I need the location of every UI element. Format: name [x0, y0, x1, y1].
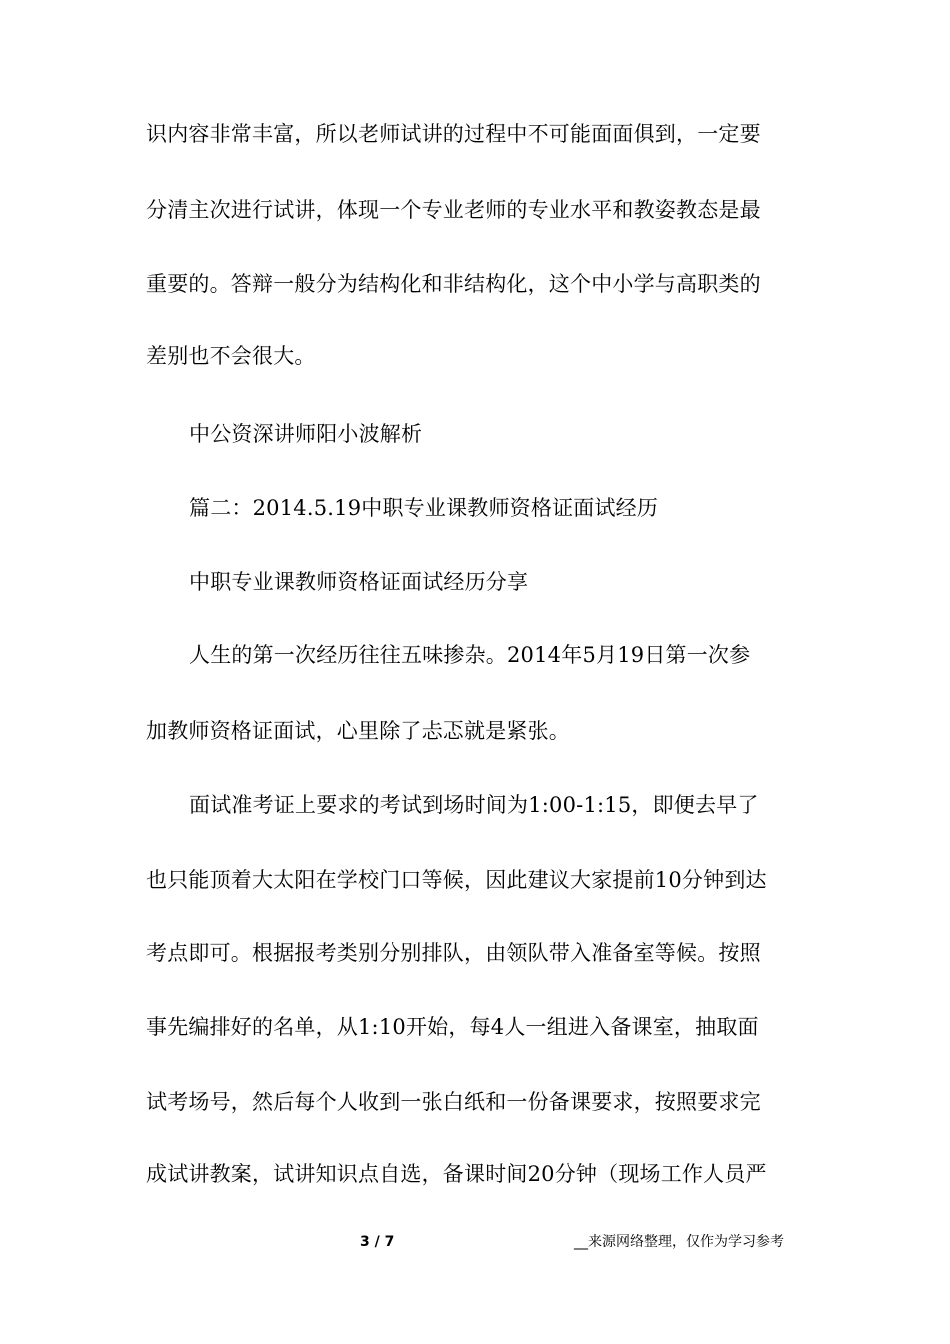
- paragraph-line: 面试准考证上要求的考试到场时间为1:00-1:15，即便去早了: [189, 793, 759, 817]
- paragraph-line: 分清主次进行试讲，体现一个专业老师的专业水平和教姿教态是最: [146, 198, 761, 222]
- author-attribution: 中公资深讲师阳小波解析: [189, 422, 423, 446]
- paragraph-line: 试考场号，然后每个人收到一张白纸和一份备课要求，按照要求完: [146, 1090, 761, 1114]
- section-subtitle: 中职专业课教师资格证面试经历分享: [189, 570, 529, 594]
- section-heading: 篇二：2014.5.19中职专业课教师资格证面试经历: [189, 496, 659, 520]
- paragraph-line: 重要的。答辩一般分为结构化和非结构化，这个中小学与高职类的: [146, 272, 761, 296]
- page-number: 3 / 7: [360, 1234, 395, 1250]
- paragraph-line: 事先编排好的名单，从1:10开始，每4人一组进入备课室，抽取面: [146, 1015, 759, 1039]
- paragraph-line: 人生的第一次经历往往五味掺杂。2014年5月19日第一次参: [189, 643, 751, 667]
- paragraph-line: 成试讲教案，试讲知识点自选，备课时间20分钟（现场工作人员严: [146, 1162, 767, 1186]
- paragraph-line: 识内容非常丰富，所以老师试讲的过程中不可能面面俱到，一定要: [146, 122, 761, 146]
- paragraph-line: 加教师资格证面试，心里除了忐忑就是紧张。: [146, 719, 570, 743]
- paragraph-line: 也只能顶着大太阳在学校门口等候，因此建议大家提前10分钟到达: [146, 868, 767, 892]
- paragraph-line: 考点即可。根据报考类别分别排队，由领队带入准备室等候。按照: [146, 941, 761, 965]
- paragraph-line: 差别也不会很大。: [146, 344, 316, 368]
- source-note: __来源网络整理，仅作为学习参考: [574, 1234, 784, 1250]
